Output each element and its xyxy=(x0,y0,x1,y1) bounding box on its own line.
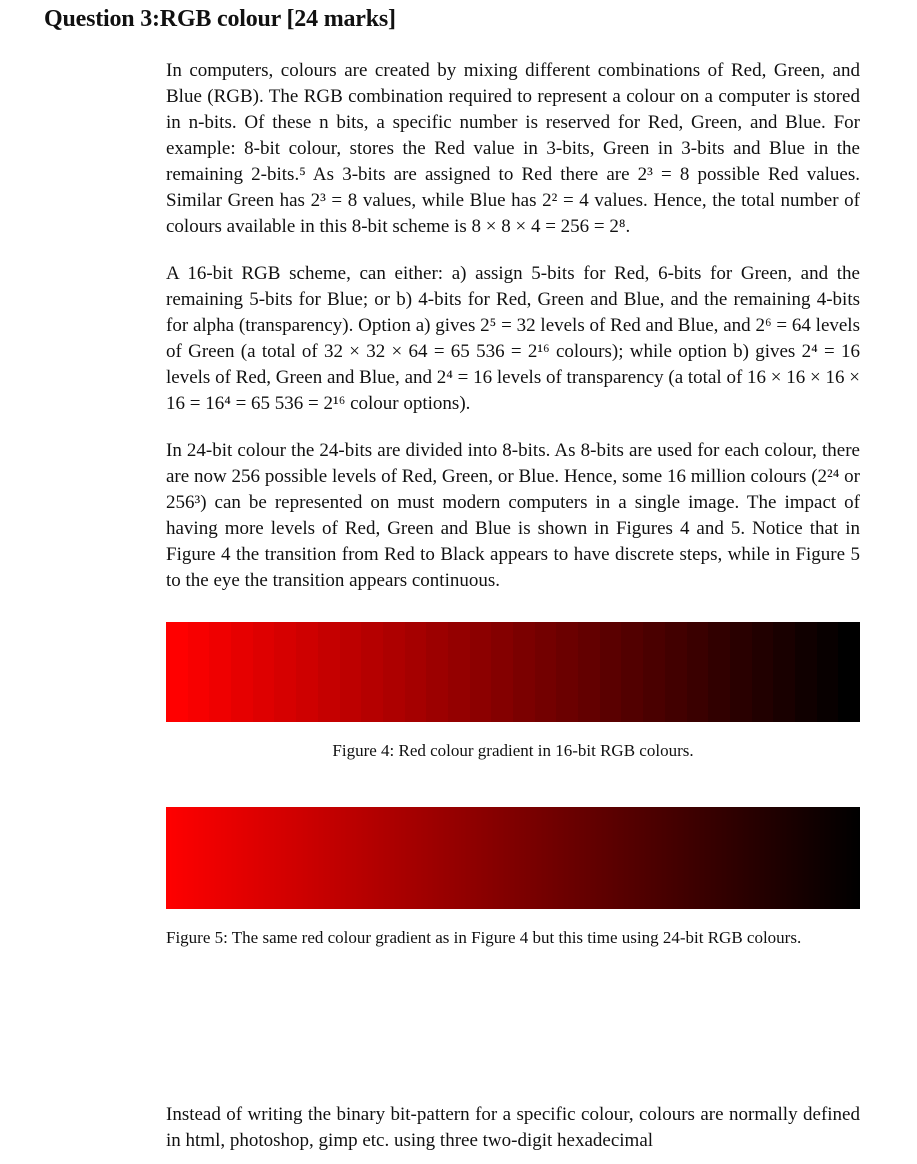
gradient-step xyxy=(253,622,275,722)
gradient-step xyxy=(535,622,557,722)
gradient-step xyxy=(188,622,210,722)
gradient-step xyxy=(448,622,470,722)
gradient-step xyxy=(578,622,600,722)
gradient-step xyxy=(340,622,362,722)
gradient-step xyxy=(426,622,448,722)
figure-5-gradient xyxy=(166,807,860,909)
paragraph-24bit: In 24-bit colour the 24-bits are divided into 8-bits. As 8-bits are used for each colour, there are now 256 possible levels of Red, Green, or Blue. Hence, some 16 million colours (2²⁴ or 256³) can be represented on must modern computers in a single image. The impact of having more levels of Red, Green and Blue is shown in Figures 4 and 5. Notice that in Figure 4 the transition from Red to Black appears to have discrete steps, while in Figure 5 to the eye the transition appears continuous. xyxy=(166,440,860,591)
paragraph-hex-intro: Instead of writing the binary bit-pattern for a specific colour, colours are normally defined in html, photoshop, gimp etc. using three two-digit hexadecimal xyxy=(166,1104,860,1151)
gradient-step xyxy=(752,622,774,722)
gradient-step xyxy=(817,622,839,722)
paragraph-8bit: In computers, colours are created by mixing different combinations of Red, Green, and Blue (RGB). The RGB combination required to represent a colour on a computer is stored in n-bits. Of these n bits, a specific number is reserved for Red, Green, and Blue. For example: 8-bit colour, stores the Red value in 3-bits, Green in 3-bits and Blue in the remaining 2-bits.⁵ As 3-bits are assigned to Red there are 2³ = 8 possible Red values. Similar Green has 2³ = 8 values, while Blue has 2² = 4 values. Hence, the total number of colours available in this 8-bit scheme is 8 × 8 × 4 = 256 = 2⁸. xyxy=(166,60,860,237)
gradient-step xyxy=(643,622,665,722)
figure-5-caption: Figure 5: The same red colour gradient as in Figure 4 but this time using 24-bit RGB colours. xyxy=(166,928,802,947)
gradient-step xyxy=(600,622,622,722)
gradient-step xyxy=(513,622,535,722)
gradient-step xyxy=(296,622,318,722)
gradient-step xyxy=(665,622,687,722)
gradient-step xyxy=(318,622,340,722)
gradient-step xyxy=(470,622,492,722)
gradient-step xyxy=(274,622,296,722)
gradient-step xyxy=(383,622,405,722)
question-heading: Question 3:RGB colour [24 marks] xyxy=(44,6,396,32)
gradient-step xyxy=(838,622,860,722)
figure-4-caption: Figure 4: Red colour gradient in 16-bit RGB colours. xyxy=(332,741,694,760)
gradient-step xyxy=(556,622,578,722)
gradient-step xyxy=(773,622,795,722)
gradient-step xyxy=(708,622,730,722)
gradient-step xyxy=(209,622,231,722)
figure-4 xyxy=(166,622,860,763)
gradient-step xyxy=(361,622,383,722)
figure-4-steps xyxy=(166,622,860,722)
gradient-step xyxy=(405,622,427,722)
gradient-step xyxy=(687,622,709,722)
figure-4-gradient xyxy=(166,622,860,722)
gradient-step xyxy=(166,622,188,722)
gradient-step xyxy=(795,622,817,722)
gradient-step xyxy=(231,622,253,722)
gradient-step xyxy=(621,622,643,722)
paragraph-16bit: A 16-bit RGB scheme, can either: a) assign 5-bits for Red, 6-bits for Green, and the remaining 5-bits for Blue; or b) 4-bits for Red, Green and Blue, and the remaining 4-bits for alpha (transparency). Option a) gives 2⁵ = 32 levels of Red and Blue, and 2⁶ = 64 levels of Green (a total of 32 × 32 × 64 = 65 536 = 2¹⁶ colours); while option b) gives 2⁴ = 16 levels of Red, Green and Blue, and 2⁴ = 16 levels of transparency (a total of 16 × 16 × 16 × 16 = 16⁴ = 65 536 = 2¹⁶ colour options). xyxy=(166,263,860,414)
gradient-step xyxy=(491,622,513,722)
figure-5 xyxy=(166,807,860,950)
gradient-step xyxy=(730,622,752,722)
question-body xyxy=(166,58,860,950)
